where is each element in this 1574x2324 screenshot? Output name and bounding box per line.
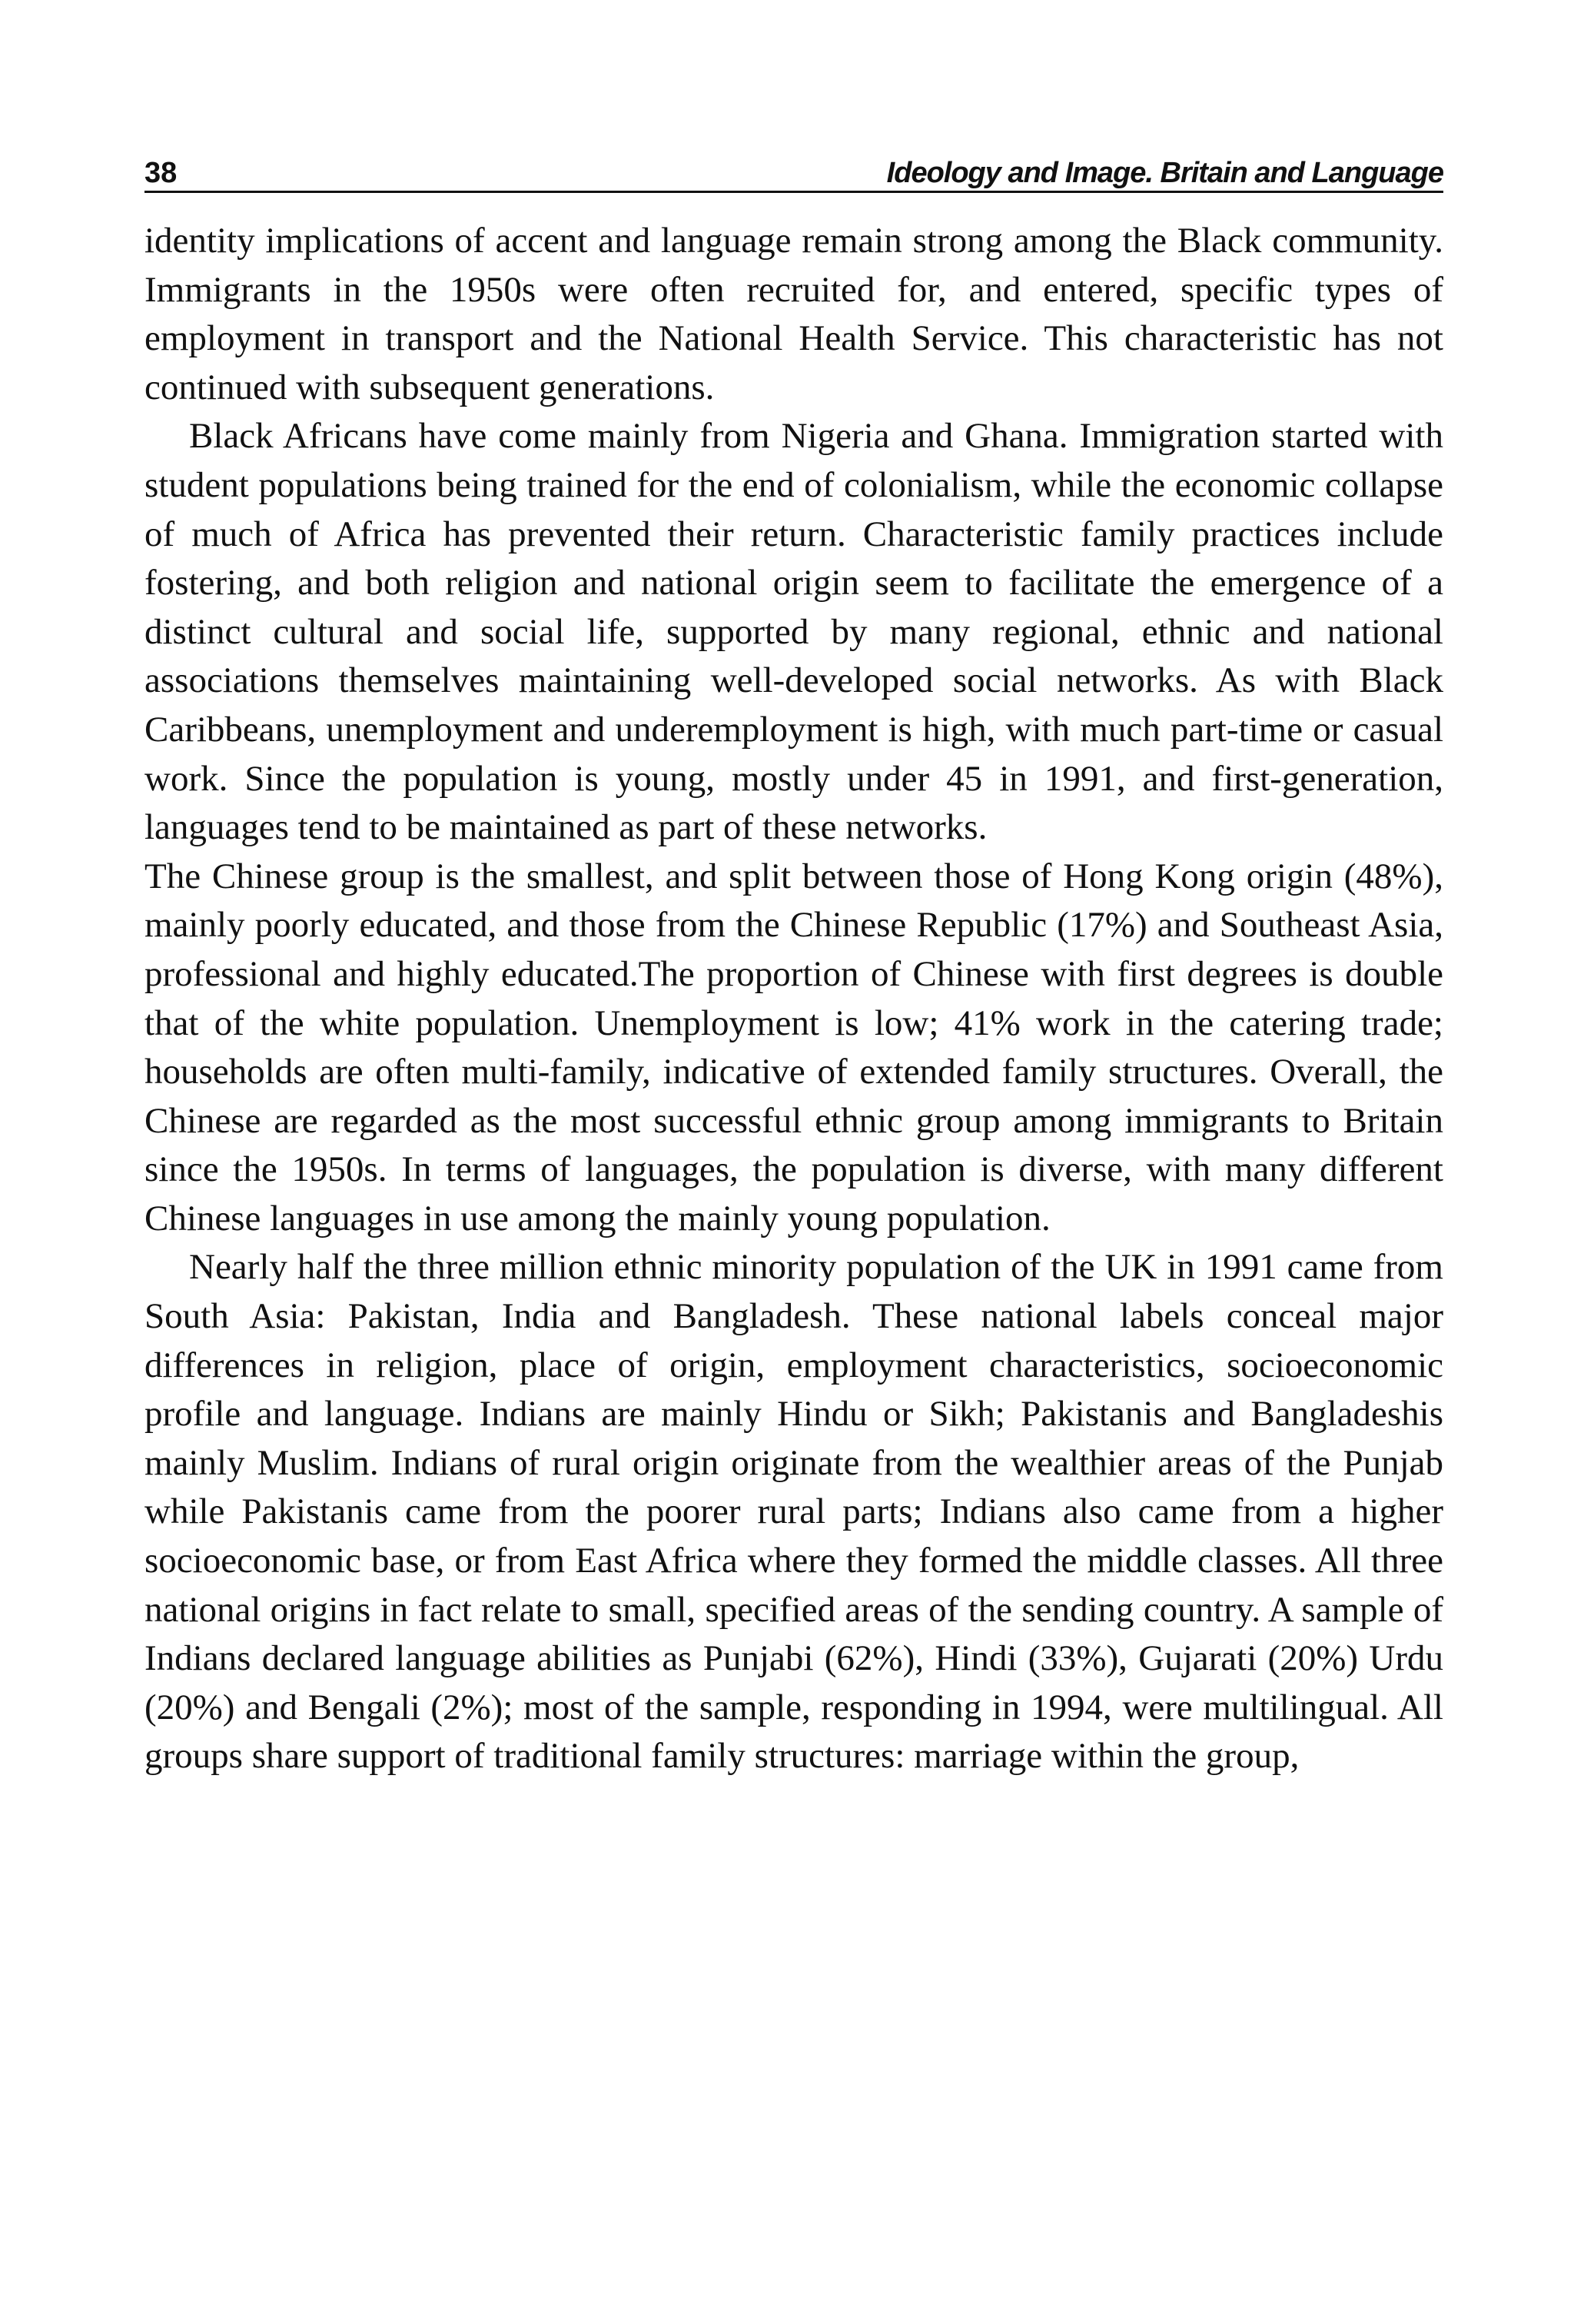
paragraph-chinese-group: The Chinese group is the smallest, and split between those of Hong Kong origin (48%), mainly poorly educated, and those from the Chinese Republic (17%) and Southeast Asia, professional and highly educated.The proportion of Chinese with first degrees is double that of the white population. Unemployment is low; 41% work in the catering trade; households are often multi-family, indicative of extended family structures. Overall, the Chinese are regarded as the most successful ethnic group among immigrants to Britain since the 1950s. In terms of languages, the population is diverse, with many different Chinese languages in use among the mainly young population. [144, 856, 1443, 1238]
running-head [144, 152, 1443, 193]
paragraph-south-asia: Nearly half the three million ethnic minority population of the UK in 1991 came from South Asia: Pakistan, India and Bangladesh. These national labels conceal major differences in religion, place of origin, employment characteristics, socioeconomic profile and language. Indians are mainly Hindu or Sikh; Pakistanis and Bangladeshis mainly Muslim. Indians of rural origin originate from the wealthier areas of the Punjab while Pakistanis came from the poorer rural parts; Indians also came from a higher socioeconomic base, or from East Africa where they formed the middle classes. All three national origins in fact relate to small, specified areas of the sending country. A sample of Indians declared language abilities as Punjabi (62%), Hindi (33%), Gujarati (20%) Urdu (20%) and Bengali (2%); most of the sample, responding in 1994, were multilingual. All groups share support of traditional family structures: marriage within the group, [144, 1247, 1443, 1777]
paragraph-continued: identity implications of accent and language remain strong among the Black community. Immigrants in the 1950s were often recruited for, and entered, specific types of employment in transport and the National Health Service. This characteristic has not continued with subsequent generations. [144, 221, 1443, 407]
page-number: 38 [144, 157, 178, 189]
paragraph-black-africans: Black Africans have come mainly from Nigeria and Ghana. Immigration started with student populations being trained for the end of colonialism, while the economic collapse of much of Africa has prevented their return. Characteristic family practices include fostering, and both religion and national origin seem to facilitate the emergence of a distinct cultural and social life, supported by many regional, ethnic and national associations themselves maintaining well-developed social networks. As with Black Caribbeans, unemployment and underemployment is high, with much part-time or casual work. Since the population is young, mostly under 45 in 1991, and first-generation, languages tend to be maintained as part of these networks. [144, 416, 1443, 848]
running-title: Ideology and Image. Britain and Language [886, 157, 1443, 189]
body-text [144, 217, 1443, 1781]
